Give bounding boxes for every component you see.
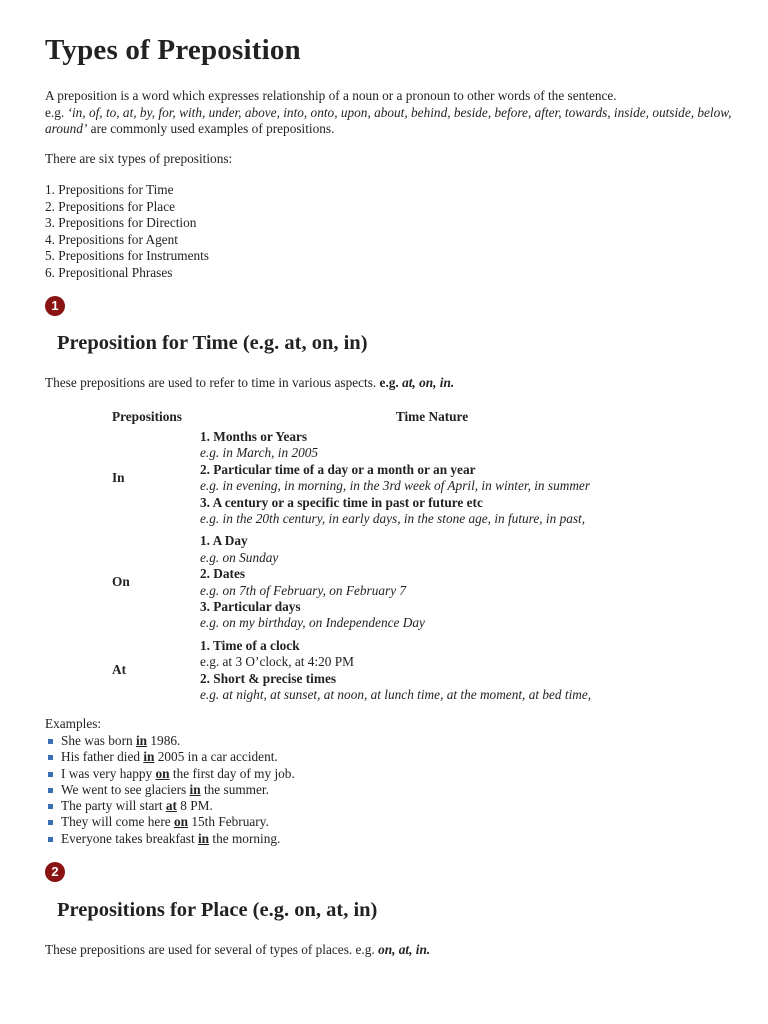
example-item bbox=[48, 798, 295, 814]
table-header-time-nature: Time Nature bbox=[395, 409, 469, 424]
example-text: His father died bbox=[61, 749, 144, 765]
example-keyword: on bbox=[155, 765, 170, 781]
section2-desc-eg: e.g. bbox=[355, 942, 379, 957]
intro-eg-prefix: e.g. bbox=[45, 104, 68, 120]
time-nature-cell bbox=[200, 635, 664, 707]
example-text: Everyone takes breakfast bbox=[61, 830, 198, 846]
bullet-icon bbox=[48, 837, 53, 842]
example-keyword: in bbox=[189, 781, 201, 797]
example-item bbox=[48, 831, 295, 847]
nature-heading: 1. A Day bbox=[200, 533, 248, 549]
example-text: The party will start bbox=[61, 798, 166, 814]
nature-example: e.g. in March, in 2005 bbox=[200, 445, 319, 461]
table-row bbox=[112, 426, 664, 530]
section1-desc-text: These prepositions are used to refer to time in various aspects. bbox=[45, 375, 380, 390]
preposition-cell: In bbox=[112, 470, 125, 486]
example-item bbox=[48, 733, 295, 749]
bullet-icon bbox=[48, 772, 53, 777]
time-nature-cell bbox=[200, 426, 664, 530]
nature-example: e.g. at night, at sunset, at noon, at lunch time, at the moment, at bed time, bbox=[200, 687, 592, 703]
example-text: the morning. bbox=[209, 830, 281, 846]
examples-title: Examples: bbox=[45, 716, 102, 731]
example-text: 8 PM. bbox=[176, 798, 213, 814]
bullet-icon bbox=[48, 820, 53, 825]
example-text: They will come here bbox=[61, 814, 174, 830]
section2-desc-text: These prepositions are used for several of types of places. bbox=[45, 942, 356, 957]
section2-desc-eg-words: on, at, in. bbox=[378, 942, 431, 957]
example-item bbox=[48, 814, 295, 830]
example-keyword: on bbox=[173, 814, 189, 830]
example-text: the summer. bbox=[200, 781, 269, 797]
intro-eg-words: ‘in, of, to, at, by, for, with, under, above, into, onto, upon, about, behind, beside, before, after, towards, inside, outside, below, around’ bbox=[45, 104, 732, 137]
time-nature-table bbox=[112, 408, 664, 707]
section-number-badge: 2 bbox=[45, 862, 65, 882]
example-text: 15th February. bbox=[188, 814, 269, 830]
nature-example: e.g. on 7th of February, on February 7 bbox=[200, 582, 407, 598]
example-keyword: at bbox=[165, 798, 177, 814]
nature-example: e.g. at 3 O’clock, at 4:20 PM bbox=[200, 654, 354, 670]
six-types-text: There are six types of prepositions: bbox=[45, 151, 233, 166]
bullet-icon bbox=[48, 804, 53, 809]
nature-heading: 2. Short & precise times bbox=[200, 670, 337, 686]
example-item bbox=[48, 766, 295, 782]
types-list-item: 4. Prepositions for Agent bbox=[45, 231, 178, 247]
types-list-item: 2. Prepositions for Place bbox=[45, 198, 175, 214]
nature-heading: 1. Time of a clock bbox=[200, 637, 300, 653]
types-list-item: 3. Prepositions for Direction bbox=[45, 215, 197, 230]
section1-desc-eg-words: at, on, in. bbox=[402, 375, 455, 390]
nature-heading: 2. Dates bbox=[200, 566, 246, 582]
table-row bbox=[112, 530, 664, 634]
nature-heading: 3. Particular days bbox=[200, 599, 301, 615]
example-text: the first day of my job. bbox=[169, 765, 295, 781]
types-list-item: 5. Prepositions for Instruments bbox=[45, 248, 209, 263]
example-item bbox=[48, 749, 295, 765]
intro-eg-suffix: are commonly used examples of prepositions. bbox=[87, 121, 335, 137]
bullet-icon bbox=[48, 788, 53, 793]
types-list-item: 1. Prepositions for Time bbox=[45, 182, 174, 197]
nature-example: e.g. in evening, in morning, in the 3rd week of April, in winter, in summer bbox=[200, 478, 591, 494]
preposition-cell: On bbox=[112, 574, 130, 590]
example-keyword: in bbox=[143, 749, 155, 765]
nature-heading: 3. A century or a specific time in past or future etc bbox=[200, 494, 483, 510]
nature-heading: 1. Months or Years bbox=[200, 429, 308, 444]
types-list-item: 6. Prepositional Phrases bbox=[45, 264, 173, 280]
page-title: Types of Preposition bbox=[45, 34, 301, 66]
section-number-badge: 1 bbox=[45, 296, 65, 316]
nature-example: e.g. in the 20th century, in early days, in the stone age, in future, in past, bbox=[200, 511, 586, 527]
table-header-prepositions: Prepositions bbox=[112, 409, 182, 424]
example-text: She was born bbox=[61, 733, 136, 748]
time-nature-cell bbox=[200, 530, 664, 634]
example-keyword: in bbox=[197, 830, 210, 846]
preposition-cell: At bbox=[112, 662, 127, 678]
section2-description bbox=[45, 942, 430, 959]
intro-line1: A preposition is a word which expresses relationship of a noun or a pronoun to other words of the sentence. bbox=[45, 88, 617, 103]
nature-example: e.g. on my birthday, on Independence Day bbox=[200, 615, 425, 631]
example-text: 2005 in a car accident. bbox=[154, 749, 278, 765]
nature-heading: 2. Particular time of a day or a month or an year bbox=[200, 461, 476, 477]
section1-desc-eg: e.g. bbox=[379, 375, 403, 390]
example-text: 1986. bbox=[147, 733, 181, 748]
types-list bbox=[45, 182, 209, 281]
nature-example: e.g. on Sunday bbox=[200, 549, 279, 565]
example-text: I was very happy bbox=[61, 765, 156, 781]
bullet-icon bbox=[48, 739, 53, 744]
examples-list bbox=[48, 733, 295, 847]
table-row bbox=[112, 635, 664, 707]
section2-heading: Prepositions for Place (e.g. on, at, in) bbox=[57, 899, 378, 921]
example-keyword: in bbox=[135, 733, 148, 748]
section1-description bbox=[45, 375, 454, 392]
section1-heading: Preposition for Time (e.g. at, on, in) bbox=[57, 332, 368, 354]
intro-paragraph bbox=[45, 88, 745, 138]
bullet-icon bbox=[48, 755, 53, 760]
example-text: We went to see glaciers bbox=[61, 781, 190, 797]
example-item bbox=[48, 782, 295, 798]
